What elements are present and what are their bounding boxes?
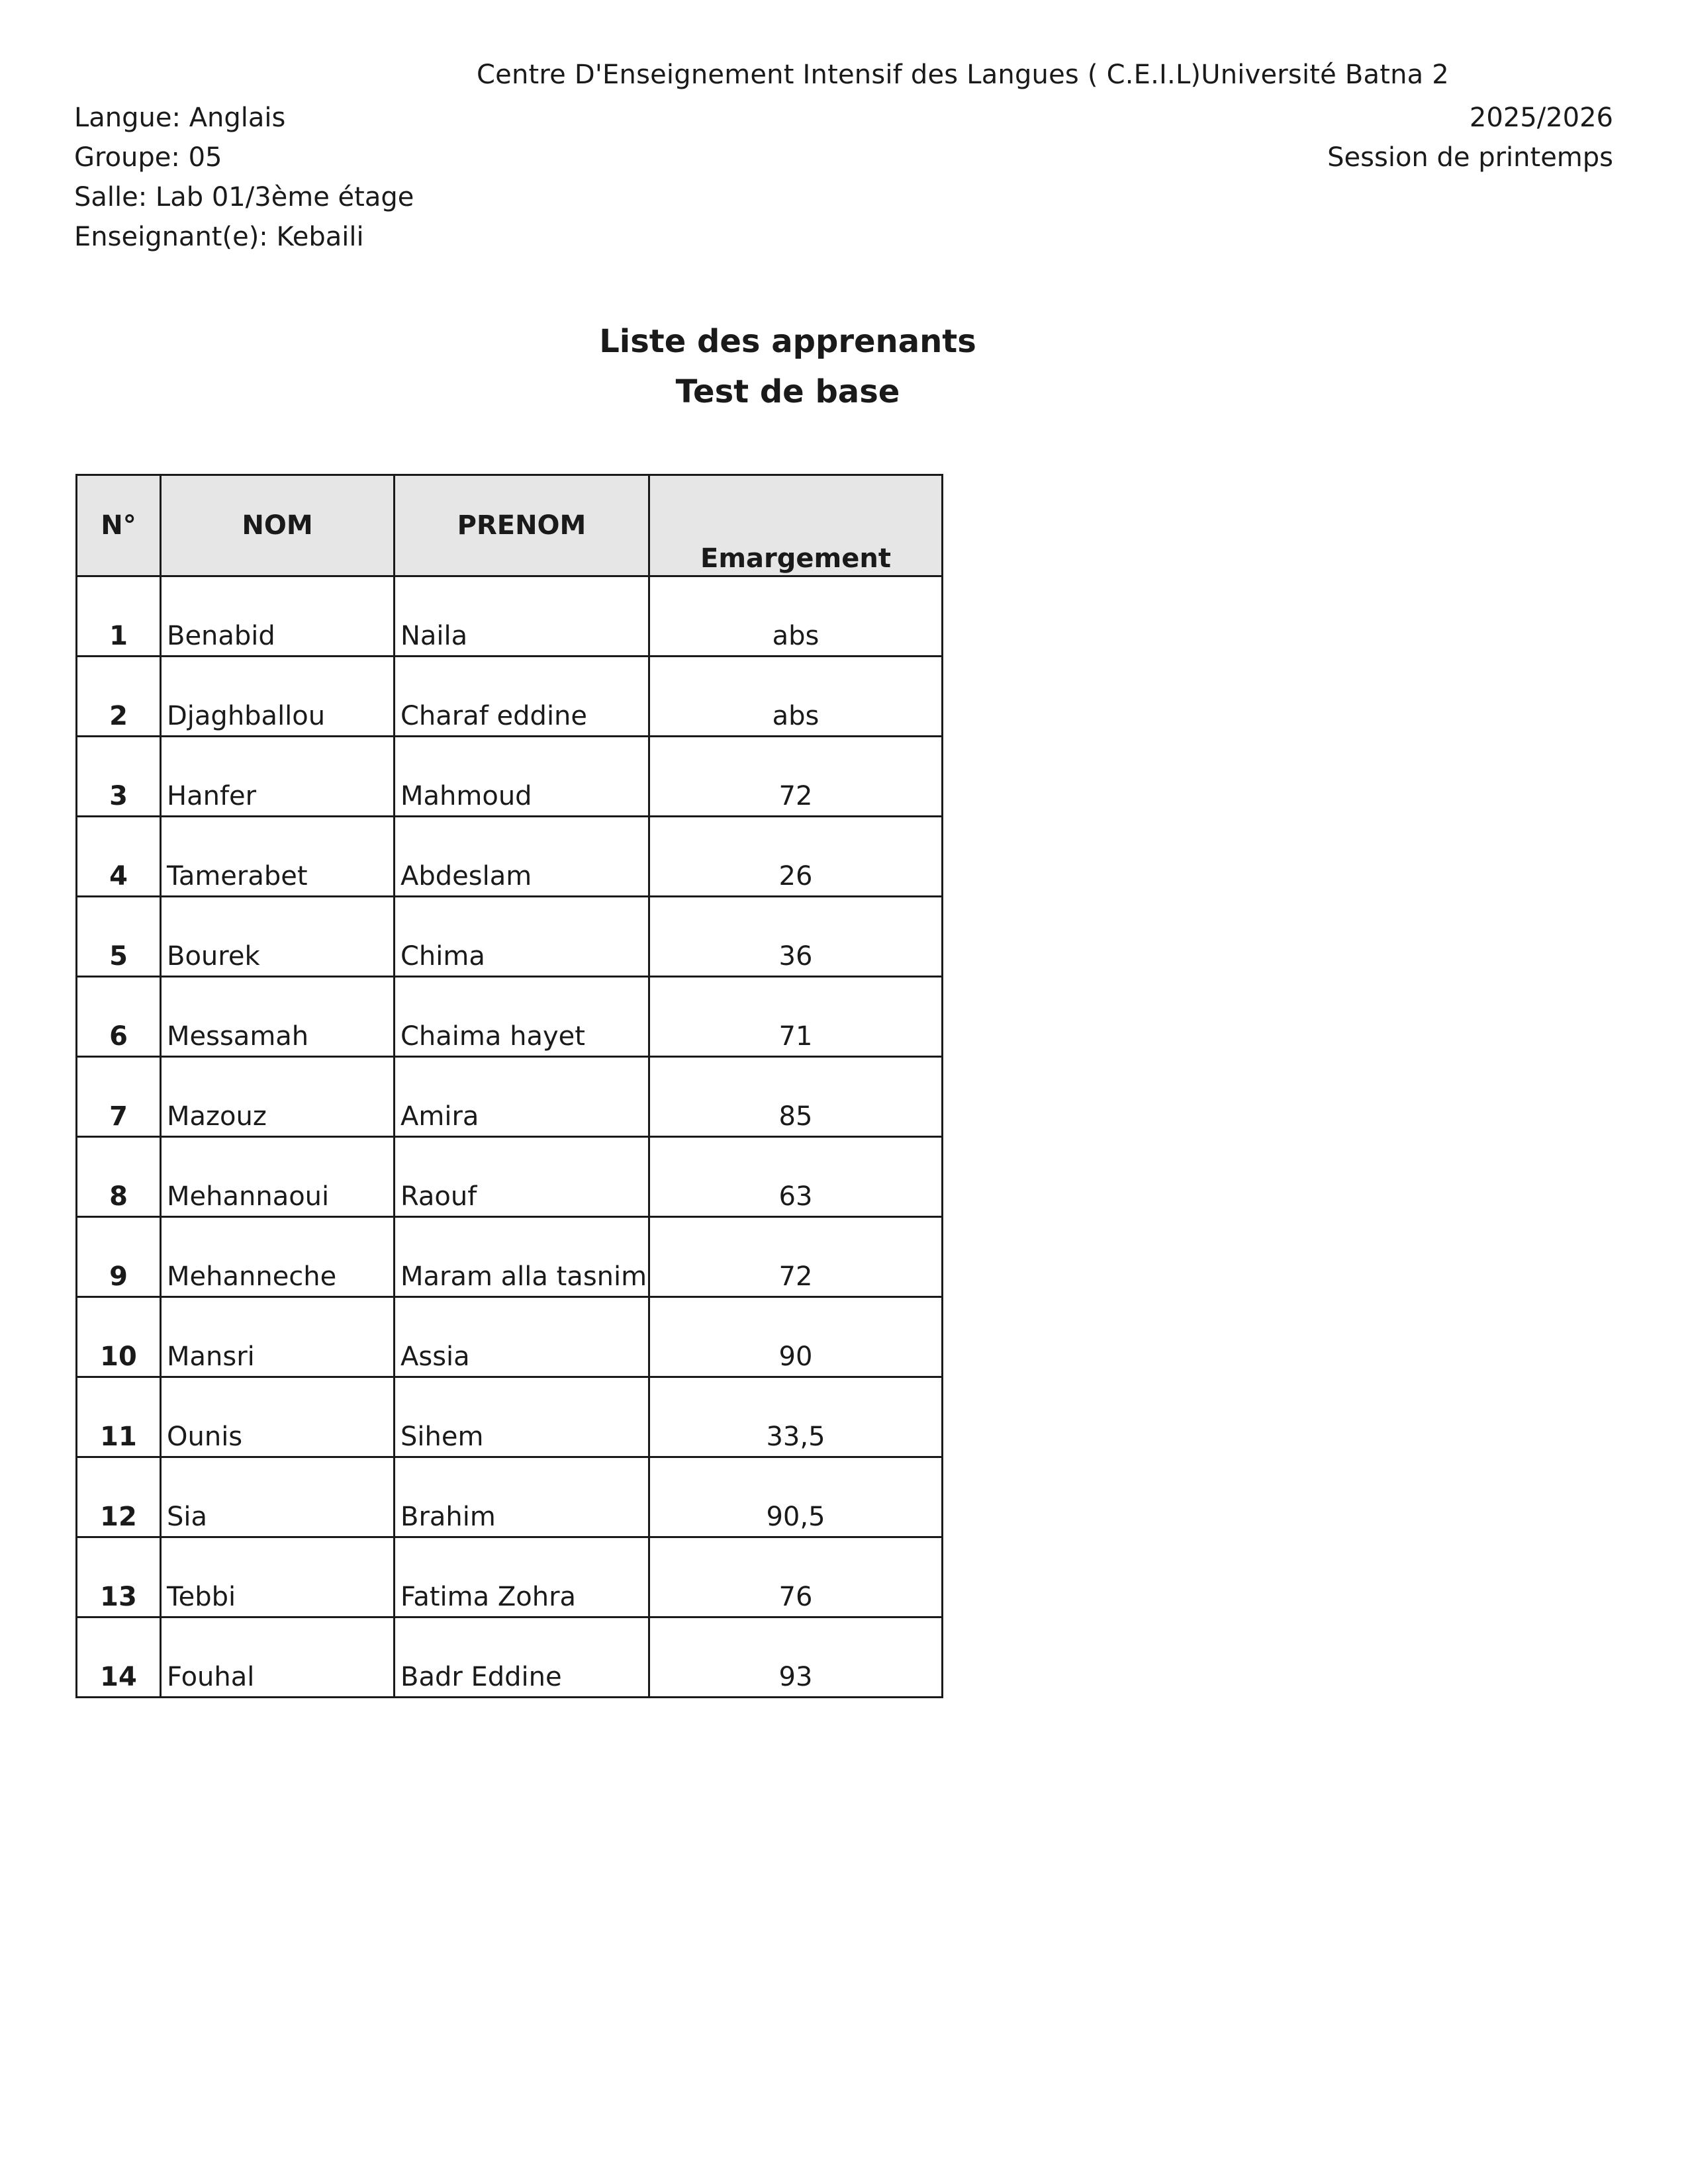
header-emargement: Emargement [649,475,943,576]
cell-nom: Hanfer [161,737,395,817]
cell-emargement: 26 [649,817,943,897]
learners-table [75,474,943,1698]
cell-emargement: 76 [649,1537,943,1617]
title-line-2: Test de base [675,373,900,410]
cell-nom: Fouhal [161,1617,395,1698]
table-row [77,1617,943,1698]
cell-num: 2 [77,657,161,737]
table-row [77,1217,943,1297]
table-row [77,1137,943,1217]
table-row [77,1537,943,1617]
table-row [77,1057,943,1137]
cell-nom: Sia [161,1457,395,1537]
cell-nom: Messamah [161,977,395,1057]
cell-emargement: 63 [649,1137,943,1217]
header-prenom: PRENOM [395,475,649,576]
cell-num: 4 [77,817,161,897]
course-info [74,98,414,257]
cell-prenom: Maram alla tasnim [395,1217,649,1297]
cell-num: 6 [77,977,161,1057]
cell-emargement: 93 [649,1617,943,1698]
learners-table-container [75,474,943,1698]
cell-prenom: Chaima hayet [395,977,649,1057]
cell-nom: Mehanneche [161,1217,395,1297]
cell-prenom: Amira [395,1057,649,1137]
enseignant-label: Enseignant(e): Kebaili [74,222,364,252]
document-title [543,316,1033,417]
cell-num: 10 [77,1297,161,1377]
table-row [77,1377,943,1457]
cell-nom: Djaghballou [161,657,395,737]
cell-prenom: Brahim [395,1457,649,1537]
groupe-label: Groupe: 05 [74,142,222,173]
table-row [77,657,943,737]
cell-num: 3 [77,737,161,817]
langue-label: Langue: Anglais [74,103,286,133]
table-body [77,576,943,1698]
table-row [77,576,943,657]
institution-name: Centre D'Enseignement Intensif des Langues ( C.E.I.L)Université Batna 2 [477,60,1449,90]
cell-emargement: 36 [649,897,943,977]
table-row [77,817,943,897]
cell-nom: Mehannaoui [161,1137,395,1217]
cell-num: 11 [77,1377,161,1457]
cell-emargement: 72 [649,737,943,817]
session-info [1327,98,1613,177]
table-row [77,897,943,977]
header-num: N° [77,475,161,576]
cell-nom: Mazouz [161,1057,395,1137]
cell-nom: Ounis [161,1377,395,1457]
cell-num: 5 [77,897,161,977]
cell-prenom: Chima [395,897,649,977]
cell-prenom: Badr Eddine [395,1617,649,1698]
cell-prenom: Abdeslam [395,817,649,897]
academic-year: 2025/2026 [1469,103,1613,133]
title-line-1: Liste des apprenants [599,323,976,360]
table-row [77,1297,943,1377]
cell-emargement: 71 [649,977,943,1057]
cell-emargement: 90,5 [649,1457,943,1537]
session-label: Session de printemps [1327,142,1613,173]
cell-prenom: Naila [395,576,649,657]
salle-label: Salle: Lab 01/3ème étage [74,182,414,212]
cell-emargement: abs [649,576,943,657]
cell-nom: Tamerabet [161,817,395,897]
cell-prenom: Assia [395,1297,649,1377]
cell-nom: Mansri [161,1297,395,1377]
table-row [77,977,943,1057]
cell-nom: Bourek [161,897,395,977]
table-row [77,737,943,817]
cell-num: 7 [77,1057,161,1137]
header-nom: NOM [161,475,395,576]
cell-prenom: Mahmoud [395,737,649,817]
cell-num: 13 [77,1537,161,1617]
table-row [77,1457,943,1537]
cell-prenom: Fatima Zohra [395,1537,649,1617]
cell-emargement: 72 [649,1217,943,1297]
cell-num: 8 [77,1137,161,1217]
cell-num: 9 [77,1217,161,1297]
cell-emargement: 90 [649,1297,943,1377]
table-header-row [77,475,943,576]
cell-nom: Tebbi [161,1537,395,1617]
cell-num: 12 [77,1457,161,1537]
cell-prenom: Raouf [395,1137,649,1217]
cell-emargement: 33,5 [649,1377,943,1457]
cell-num: 1 [77,576,161,657]
cell-num: 14 [77,1617,161,1698]
cell-prenom: Sihem [395,1377,649,1457]
cell-emargement: abs [649,657,943,737]
cell-prenom: Charaf eddine [395,657,649,737]
cell-nom: Benabid [161,576,395,657]
cell-emargement: 85 [649,1057,943,1137]
